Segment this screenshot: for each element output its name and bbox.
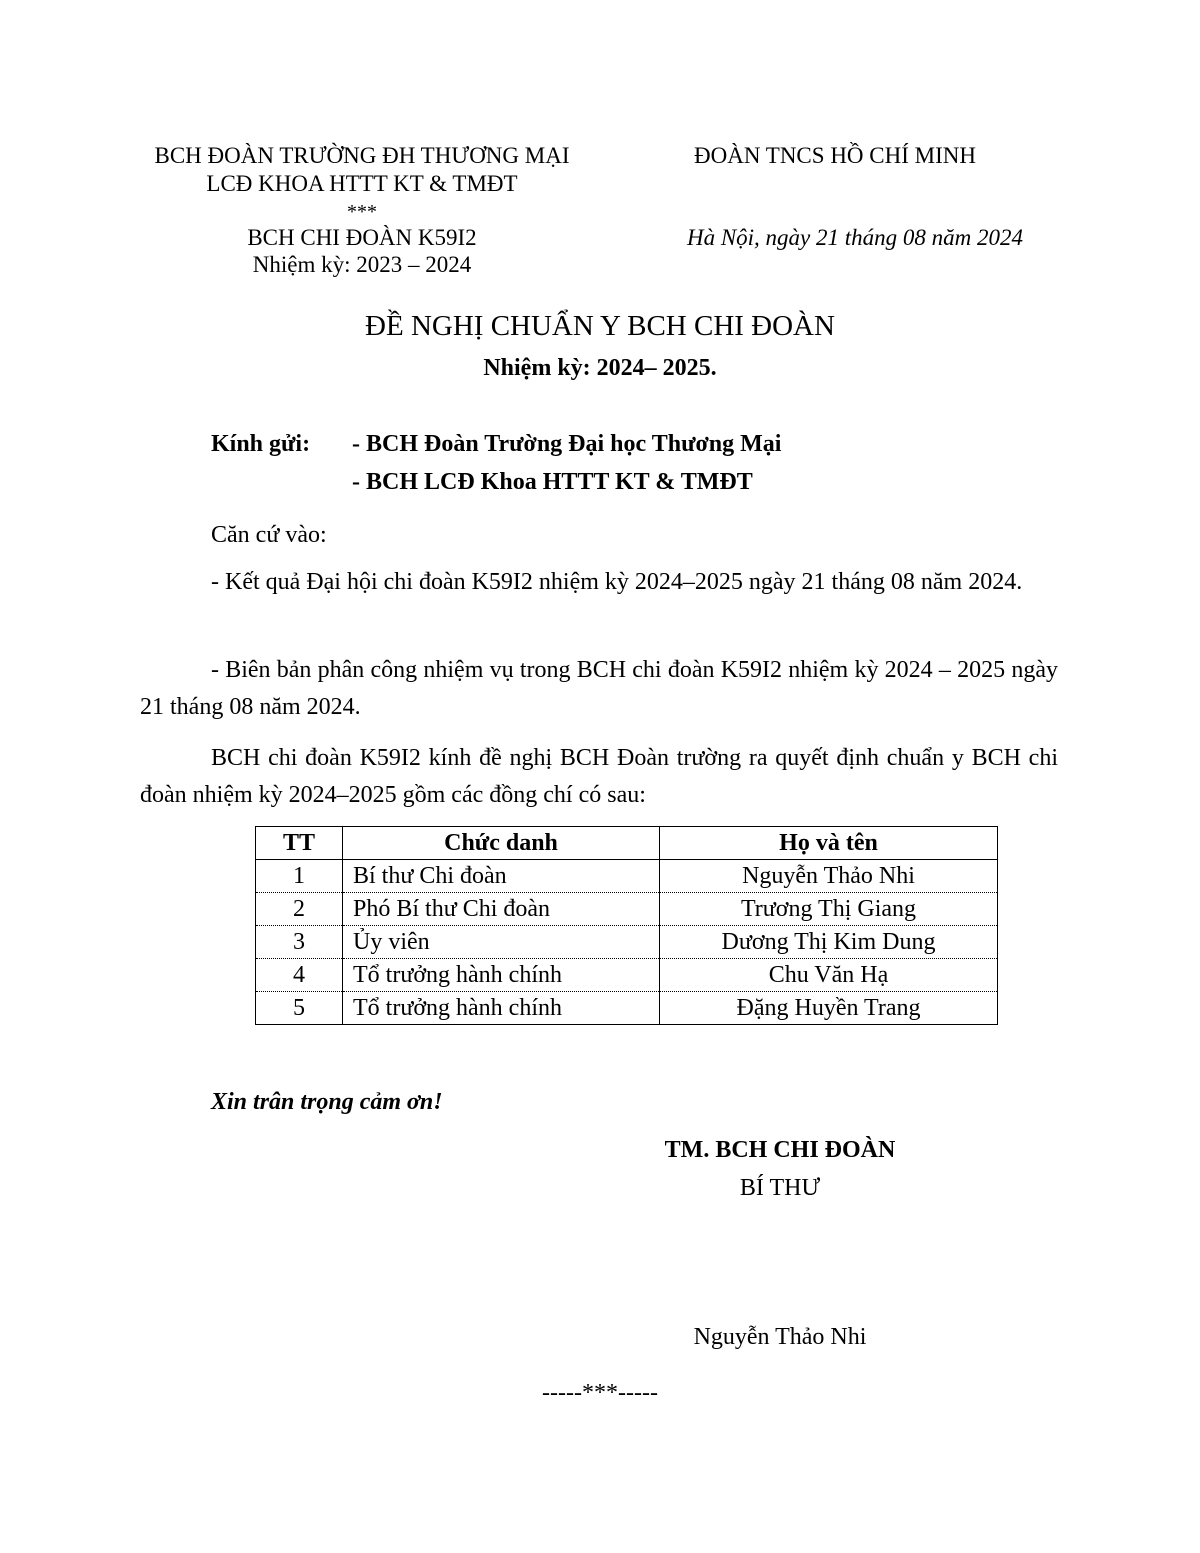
column-header-name: Họ và tên [660, 827, 998, 860]
header-issuer-line-2: LCĐ KHOA HTTT KT & TMĐT [206, 171, 518, 196]
basis-intro: Căn cứ vào: [211, 522, 327, 548]
cell-tt: 3 [256, 926, 343, 959]
column-header-position: Chức danh [343, 827, 660, 860]
header-issuer-line-1: BCH ĐOÀN TRƯỜNG ĐH THƯƠNG MẠI [154, 143, 570, 168]
table-row [256, 860, 998, 893]
cell-position: Tổ trưởng hành chính [343, 992, 660, 1025]
cell-position: Phó Bí thư Chi đoàn [343, 893, 660, 926]
recipient-item: - BCH Đoàn Trường Đại học Thương Mại [352, 431, 782, 457]
column-header-tt: TT [256, 827, 343, 860]
cell-position: Ủy viên [343, 926, 660, 959]
table-header-row [256, 827, 998, 860]
table-row [256, 959, 998, 992]
cell-tt: 4 [256, 959, 343, 992]
table-row [256, 992, 998, 1025]
cell-name: Đặng Huyền Trang [660, 992, 998, 1025]
cell-tt: 1 [256, 860, 343, 893]
signature-title: BÍ THƯ [739, 1175, 821, 1201]
header-stars: *** [347, 201, 377, 223]
recipients-label: Kính gửi: [211, 431, 311, 457]
basis-item: - Biên bản phân công nhiệm vụ trong BCH chi đoàn K59I2 nhiệm kỳ 2024 – 2025 ngày 21 tháng 08 năm 2024. [140, 657, 1058, 720]
signature-name: Nguyễn Thảo Nhi [693, 1324, 867, 1350]
document-title: ĐỀ NGHỊ CHUẨN Y BCH CHI ĐOÀN [365, 310, 835, 342]
table-row [256, 893, 998, 926]
cell-tt: 5 [256, 992, 343, 1025]
recipient-item: - BCH LCĐ Khoa HTTT KT & TMĐT [352, 469, 753, 495]
request-paragraph: BCH chi đoàn K59I2 kính đề nghị BCH Đoàn trường ra quyết định chuẩn y BCH chi đoàn nhiệm kỳ 2024–2025 gồm các đồng chí có sau: [140, 745, 1058, 808]
closing-thanks: Xin trân trọng cảm ơn! [211, 1089, 443, 1115]
cell-position: Tổ trưởng hành chính [343, 959, 660, 992]
cell-name: Chu Văn Hạ [660, 959, 998, 992]
header-organization: ĐOÀN TNCS HỒ CHÍ MINH [694, 143, 976, 168]
header-term: Nhiệm kỳ: 2023 – 2024 [252, 252, 472, 277]
document-subtitle: Nhiệm kỳ: 2024– 2025. [483, 355, 717, 381]
members-table [255, 826, 998, 1025]
basis-item: - Kết quả Đại hội chi đoàn K59I2 nhiệm kỳ 2024–2025 ngày 21 tháng 08 năm 2024. [211, 569, 1023, 595]
cell-position: Bí thư Chi đoàn [343, 860, 660, 893]
cell-tt: 2 [256, 893, 343, 926]
cell-name: Trương Thị Giang [660, 893, 998, 926]
table-row [256, 926, 998, 959]
cell-name: Dương Thị Kim Dung [660, 926, 998, 959]
end-mark: -----***----- [542, 1380, 658, 1406]
cell-name: Nguyễn Thảo Nhi [660, 860, 998, 893]
header-issuer-line-3: BCH CHI ĐOÀN K59I2 [247, 225, 477, 250]
signature-organization: TM. BCH CHI ĐOÀN [664, 1137, 896, 1163]
header-date: Hà Nội, ngày 21 tháng 08 năm 2024 [686, 225, 1024, 250]
